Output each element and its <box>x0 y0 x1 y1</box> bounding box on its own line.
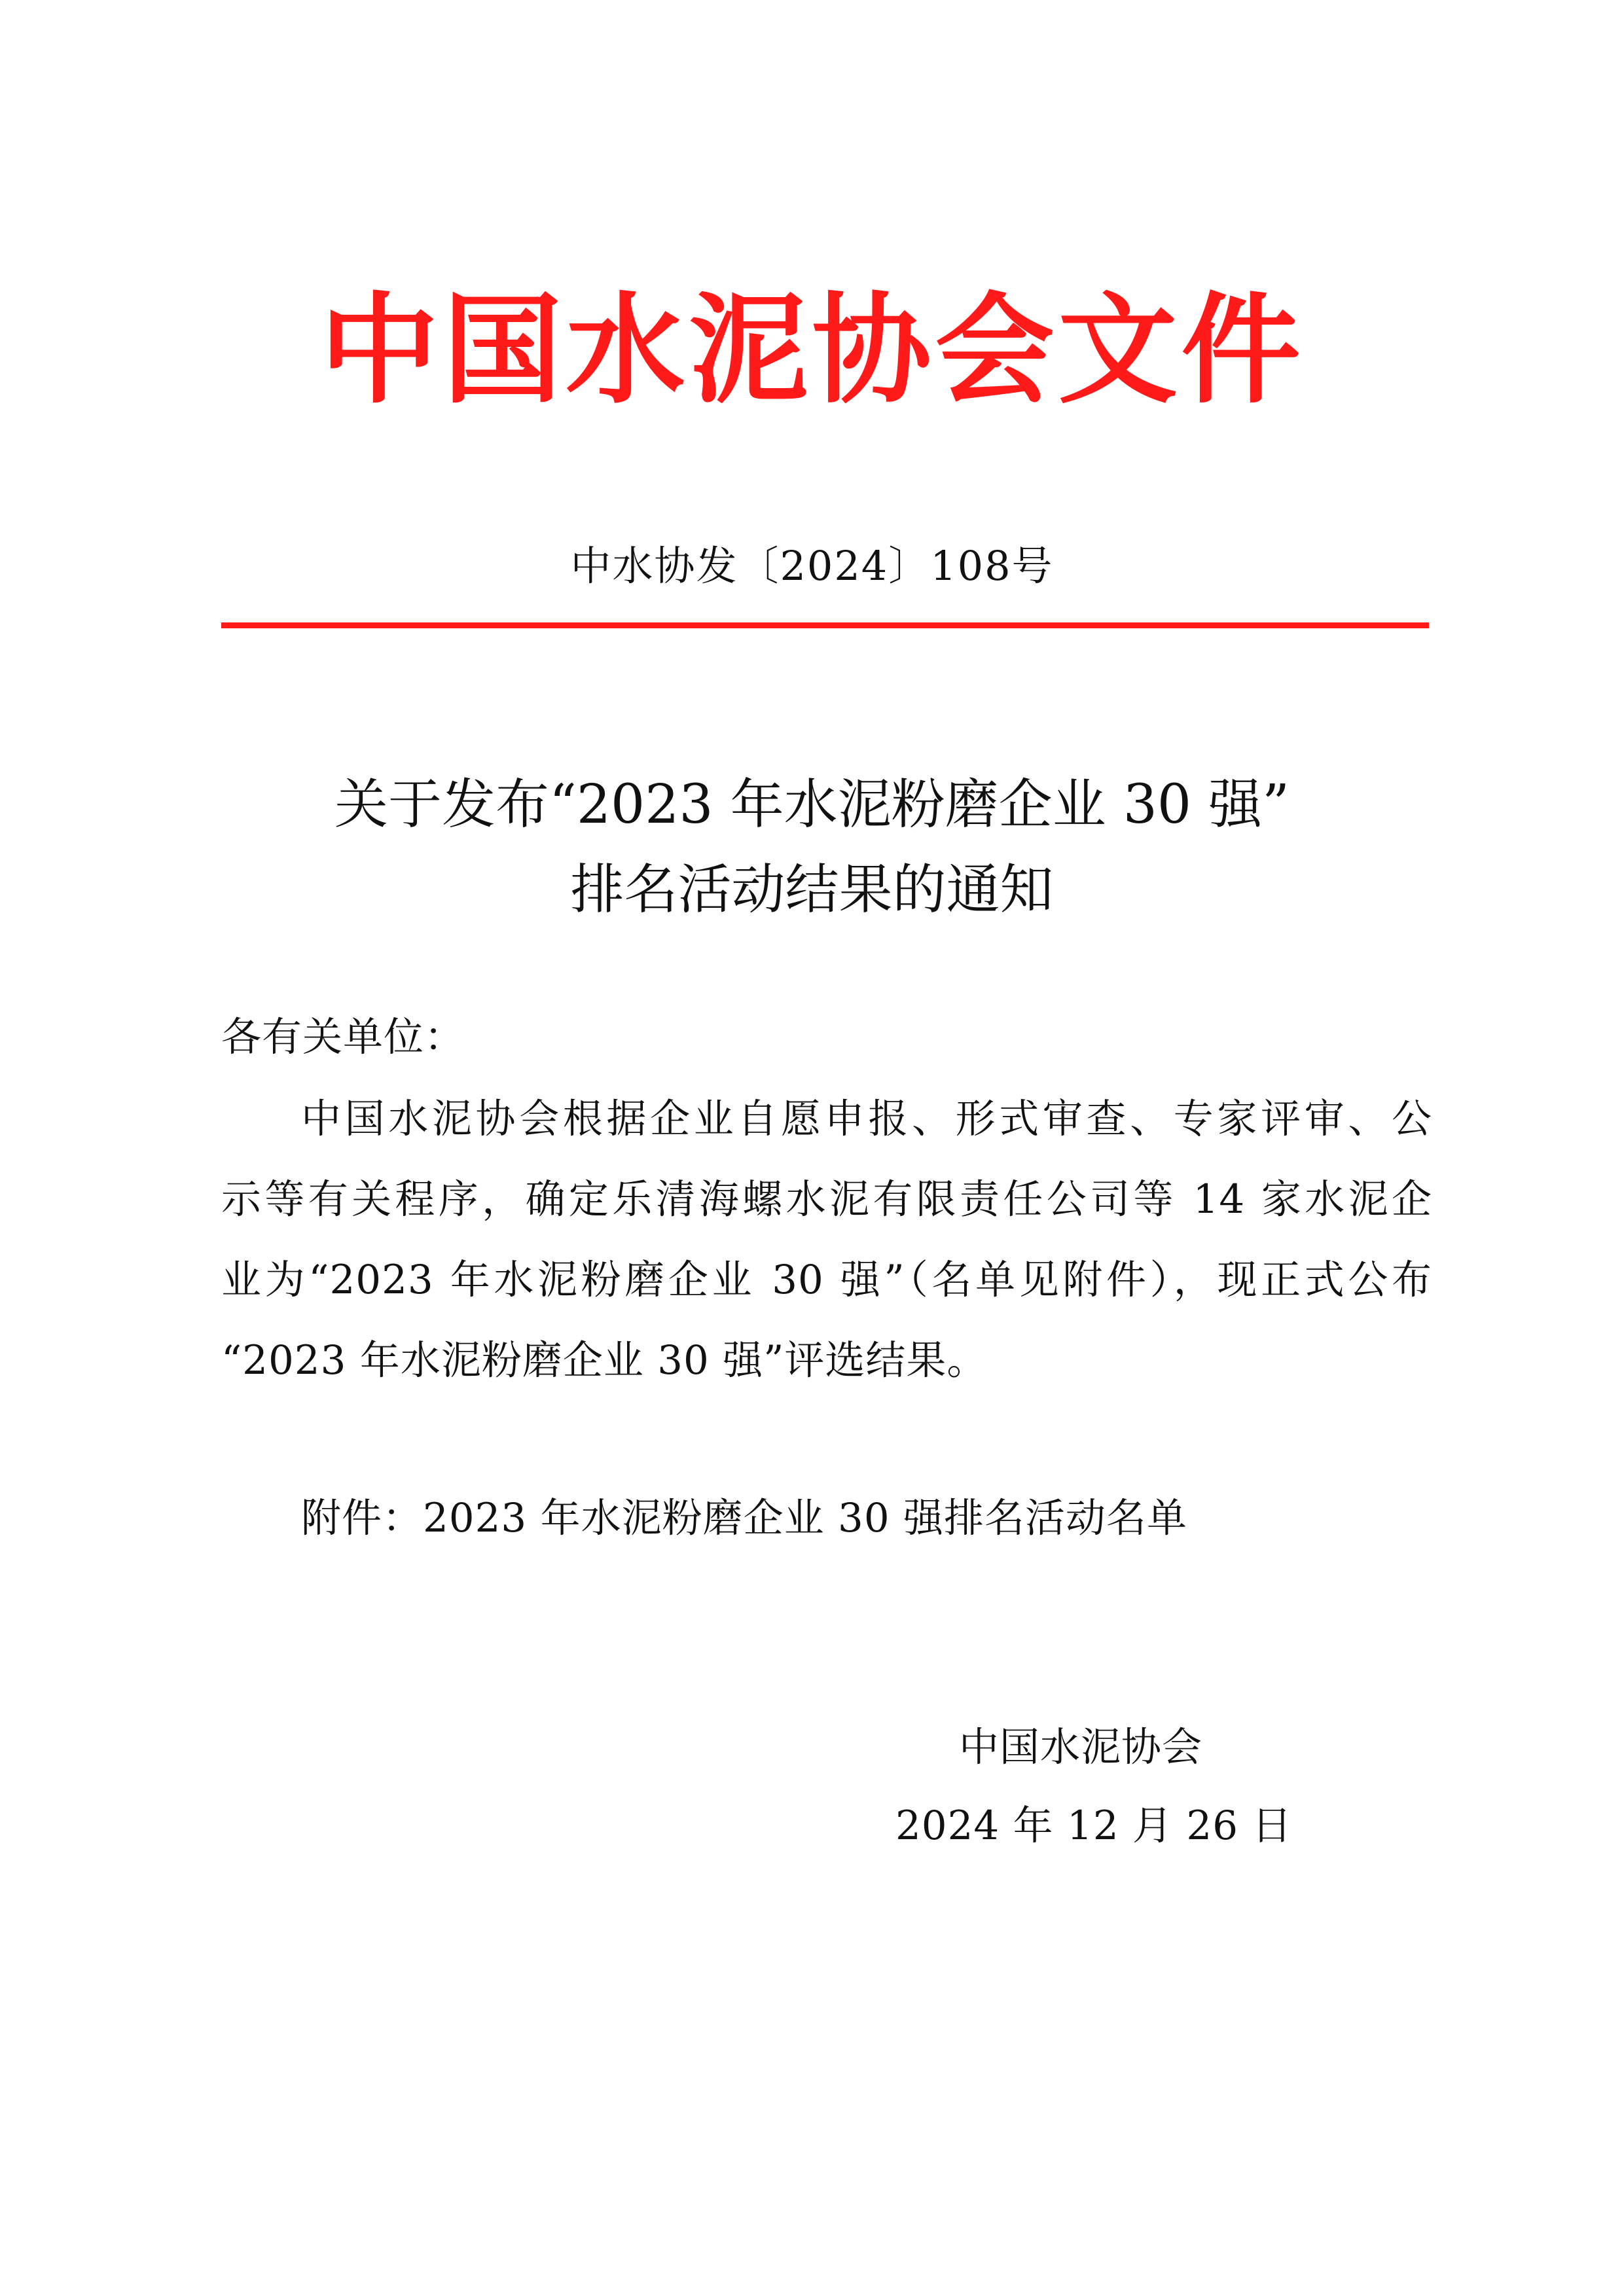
paragraph-line: “2023 年水泥粉磨企业 30 强”评选结果。 <box>221 1337 988 1384</box>
paragraph-line: 示等有关程序，确定乐清海螺水泥有限责任公司等 14 家水泥企 <box>221 1176 1432 1223</box>
notice-title-line-2: 排名活动结果的通知 <box>570 859 1054 921</box>
paragraph-line: 中国水泥协会根据企业自愿申报、形式审查、专家评审、公 <box>301 1096 1432 1142</box>
paragraph-line: 业为“2023 年水泥粉磨企业 30 强”（名单见附件），现正式公布 <box>221 1257 1432 1303</box>
notice-paragraph <box>221 1093 1432 1415</box>
signing-organization: 中国水泥协会 <box>959 1724 1203 1770</box>
red-divider-line <box>221 622 1429 628</box>
notice-title-line-1: 关于发布“2023 年水泥粉磨企业 30 强” <box>334 774 1290 836</box>
issue-date: 2024 年 12 月 26 日 <box>895 1803 1293 1849</box>
document-number: 中水协发〔2024〕108号 <box>570 542 1054 590</box>
salutation: 各有关单位： <box>221 1014 465 1060</box>
attachment-note: 附件：2023 年水泥粉磨企业 30 强排名活动名单 <box>301 1495 1188 1541</box>
document-masthead: 中国水泥协会文件 <box>319 281 1305 420</box>
